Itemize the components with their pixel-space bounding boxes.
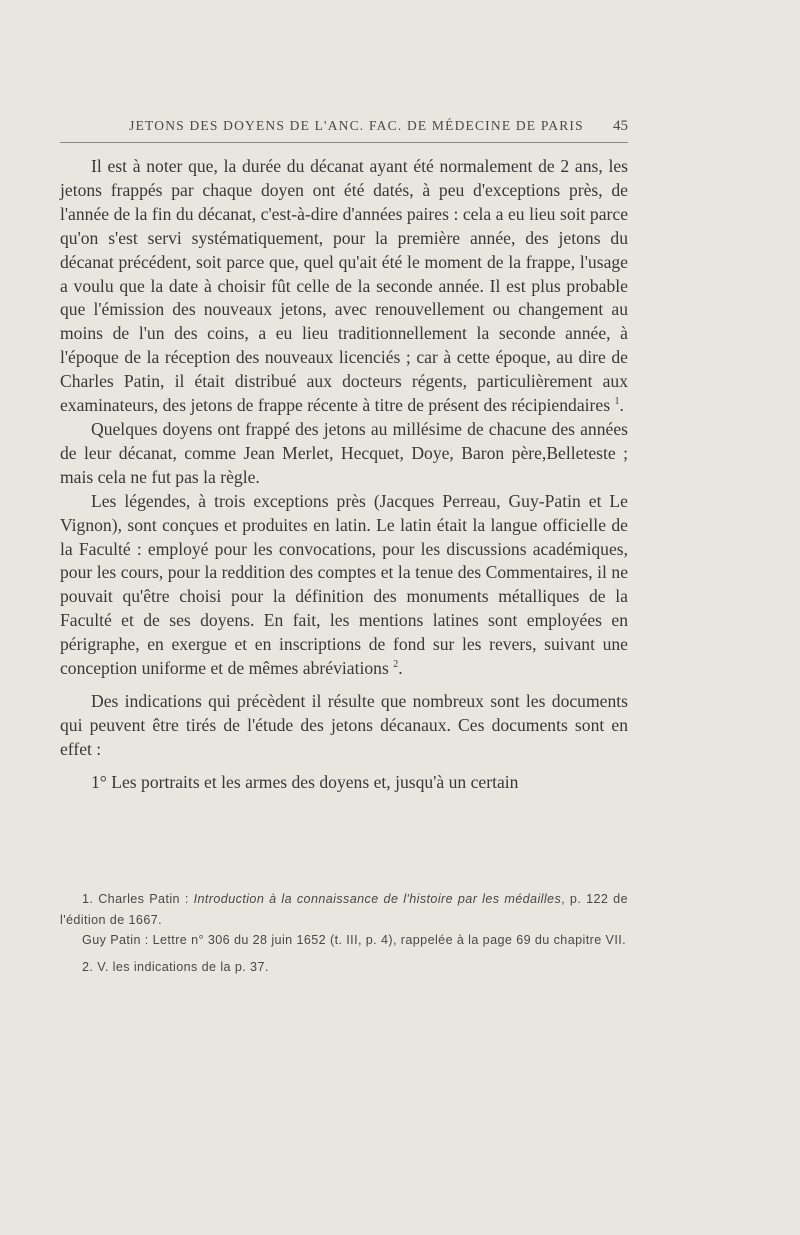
footnote-continuation: Guy Patin : Lettre n° 306 du 28 juin 1652 (t. III, p. 4), rappelée à la page 69 du chapitre VII. <box>82 933 627 947</box>
cited-work-title: Introduction à la connaissance de l'histoire par les médailles <box>193 892 562 906</box>
page-number: 45 <box>613 118 628 134</box>
footnote-ref[interactable]: 1 <box>614 396 620 408</box>
main-text <box>60 155 628 795</box>
paragraph: 1° Les portraits et les armes des doyens et, jusqu'à un certain <box>91 771 519 792</box>
paragraph: Les légendes, à trois exceptions près (Jacques Perreau, Guy-Patin et Le Vignon), sont conçues et produites en latin. Le latin était la langue officielle de la Faculté : employé pour les convocations, pour les discussions académiques, pour les cours, pour la reddition des comptes et la tenue des Commentaires, il ne pouvait qu'être choisi pour la définition des monuments métalliques de la Faculté et de ses doyens. En fait, les mentions latines sont employées en périgraphe, en exergue et en inscriptions de fond sur les revers, suivant une conception uniforme et de mêmes abréviations $^2$. <box>60 490 628 679</box>
paragraph: Il est à noter que, la durée du décanat ayant été normalement de 2 ans, les jetons frappés par chaque doyen ont été datés, à peu d'exceptions près, de l'année de la fin du décanat, c'est-à-dire d'années paires : cela a eu lieu soit parce qu'on s'est servi systématiquement, pour la première année, des jetons du décanat précédent, soit parce que, quel qu'ait été le moment de la frappe, l'usage a voulu que la date à choisir fût celle de la seconde année. Il est plus probable que l'émission des nouveaux jetons, avec renouvellement ou changement au moins de l'un des coins, a eu lieu traditionnellement la seconde année, à l'époque de la réception des nouveaux licenciés ; car à cette époque, au dire de Charles Patin, il était distribué aux docteurs régents, particulièrement aux examinateurs, des jetons de frappe récente à titre de présent des récipiendaires $^1$. <box>60 156 628 416</box>
running-header <box>60 118 628 135</box>
paragraph: Quelques doyens ont frappé des jetons au millésime de chacune des années de leur décanat, comme Jean Merlet, Hecquet, Doye, Baron père,Belleteste ; mais cela ne fut pas la règle. <box>60 418 628 487</box>
paragraph: Des indications qui précèdent il résulte que nombreux sont les documents qui peuvent être tirés de l'étude des jetons décanaux. Ces documents sont en effet : <box>60 690 628 759</box>
footnote-ref[interactable]: 2 <box>393 659 399 671</box>
header-rule <box>60 142 628 143</box>
footnote: 2. V. les indications de la p. 37. <box>82 959 269 974</box>
footnote: 1. Charles Patin : Introduction à la connaissance de l'histoire par les médailles, p. 122 de l'édition de 1667. <box>60 892 628 927</box>
footnotes <box>60 889 628 977</box>
running-title: JETONS DES DOYENS DE L'ANC. FAC. DE MÉDECINE DE PARIS <box>129 118 584 133</box>
